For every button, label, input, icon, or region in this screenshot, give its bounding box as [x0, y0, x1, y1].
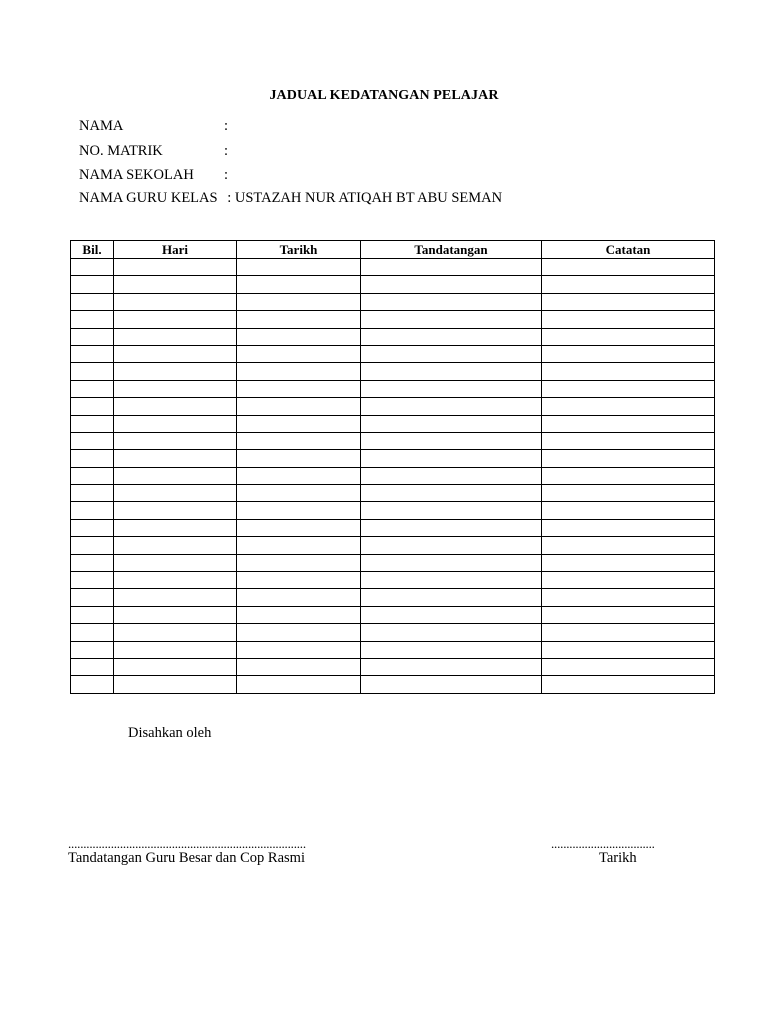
- document-title: JADUAL KEDATANGAN PELAJAR: [269, 88, 499, 103]
- field-value: USTAZAH NUR ATIQAH BT ABU SEMAN: [234, 190, 503, 206]
- table-cell: [237, 572, 361, 589]
- table-cell: [114, 537, 237, 554]
- table-cell: [237, 589, 361, 606]
- table-row: [71, 345, 715, 362]
- table-cell: [71, 311, 114, 328]
- table-row: [71, 658, 715, 675]
- table-row: [71, 624, 715, 641]
- table-cell: [237, 380, 361, 397]
- table-cell: [361, 450, 542, 467]
- table-row: [71, 259, 715, 276]
- table-cell: [114, 658, 237, 675]
- table-cell: [114, 450, 237, 467]
- table-cell: [237, 537, 361, 554]
- field-colon: :: [224, 143, 229, 159]
- table-cell: [237, 502, 361, 519]
- approved-by-label: Disahkan oleh: [128, 725, 212, 741]
- field-nama: [79, 118, 229, 135]
- table-cell: [361, 572, 542, 589]
- table-cell: [361, 363, 542, 380]
- table-row: [71, 432, 715, 449]
- table-cell: [114, 502, 237, 519]
- table-cell: [237, 554, 361, 571]
- table-cell: [542, 641, 715, 658]
- table-cell: [542, 537, 715, 554]
- table-cell: [114, 276, 237, 293]
- table-cell: [237, 398, 361, 415]
- table-cell: [542, 311, 715, 328]
- table-cell: [71, 502, 114, 519]
- table-cell: [237, 641, 361, 658]
- table-cell: [114, 363, 237, 380]
- signature-line: ..............................................................................: [68, 836, 306, 851]
- table-cell: [71, 363, 114, 380]
- date-line: ..................................: [551, 836, 655, 851]
- table-cell: [114, 398, 237, 415]
- table-cell: [237, 345, 361, 362]
- table-row: [71, 293, 715, 310]
- table-cell: [237, 293, 361, 310]
- table-cell: [361, 380, 542, 397]
- field-colon: :: [227, 190, 232, 206]
- table-cell: [114, 259, 237, 276]
- table-cell: [114, 380, 237, 397]
- table-cell: [361, 398, 542, 415]
- table-cell: [114, 589, 237, 606]
- table-cell: [361, 432, 542, 449]
- table-cell: [237, 415, 361, 432]
- table-cell: [542, 589, 715, 606]
- table-cell: [237, 676, 361, 693]
- table-cell: [542, 485, 715, 502]
- table-cell: [542, 554, 715, 571]
- header-hari: Hari: [114, 241, 237, 259]
- table-cell: [71, 519, 114, 536]
- table-row: [71, 380, 715, 397]
- table-cell: [71, 432, 114, 449]
- field-label: NAMA SEKOLAH: [79, 167, 194, 183]
- table-cell: [361, 485, 542, 502]
- table-cell: [542, 519, 715, 536]
- header-tandatangan: Tandatangan: [361, 241, 542, 259]
- table-row: [71, 328, 715, 345]
- table-cell: [237, 519, 361, 536]
- table-cell: [71, 276, 114, 293]
- table-cell: [71, 641, 114, 658]
- table-cell: [542, 380, 715, 397]
- table-cell: [114, 415, 237, 432]
- table-cell: [237, 658, 361, 675]
- date-label: Tarikh: [599, 850, 637, 866]
- table-row: [71, 485, 715, 502]
- table-cell: [71, 259, 114, 276]
- table-row: [71, 398, 715, 415]
- table-cell: [542, 345, 715, 362]
- table-cell: [542, 676, 715, 693]
- table-cell: [71, 676, 114, 693]
- table-cell: [114, 345, 237, 362]
- table-cell: [71, 624, 114, 641]
- table-cell: [361, 676, 542, 693]
- table-cell: [542, 276, 715, 293]
- table-cell: [237, 259, 361, 276]
- table-cell: [71, 328, 114, 345]
- table-cell: [361, 641, 542, 658]
- table-cell: [542, 606, 715, 623]
- table-cell: [361, 276, 542, 293]
- table-cell: [71, 380, 114, 397]
- table-cell: [114, 467, 237, 484]
- table-cell: [361, 554, 542, 571]
- table-cell: [237, 328, 361, 345]
- table-cell: [542, 572, 715, 589]
- table-cell: [361, 589, 542, 606]
- table-cell: [361, 293, 542, 310]
- table-cell: [71, 485, 114, 502]
- table-cell: [237, 467, 361, 484]
- table-row: [71, 450, 715, 467]
- table-cell: [114, 293, 237, 310]
- table-cell: [361, 328, 542, 345]
- table-cell: [542, 432, 715, 449]
- table-row: [71, 589, 715, 606]
- table-row: [71, 572, 715, 589]
- table-row: [71, 415, 715, 432]
- table-cell: [361, 345, 542, 362]
- field-colon: :: [224, 118, 229, 134]
- table-row: [71, 641, 715, 658]
- table-row: [71, 502, 715, 519]
- table-cell: [542, 328, 715, 345]
- field-no-matrik: [79, 143, 229, 160]
- table-cell: [114, 311, 237, 328]
- table-cell: [71, 467, 114, 484]
- table-cell: [361, 502, 542, 519]
- table-cell: [114, 606, 237, 623]
- table-cell: [361, 415, 542, 432]
- table-cell: [361, 259, 542, 276]
- table-row: [71, 363, 715, 380]
- table-cell: [542, 450, 715, 467]
- table-cell: [542, 259, 715, 276]
- table-cell: [361, 311, 542, 328]
- table-header-row: [71, 241, 715, 259]
- field-label: NO. MATRIK: [79, 143, 163, 159]
- header-catatan: Catatan: [542, 241, 715, 259]
- table-cell: [114, 572, 237, 589]
- table-cell: [71, 345, 114, 362]
- table-cell: [361, 537, 542, 554]
- table-cell: [71, 293, 114, 310]
- table-cell: [71, 572, 114, 589]
- table-row: [71, 676, 715, 693]
- table-cell: [237, 450, 361, 467]
- table-cell: [542, 398, 715, 415]
- table-cell: [542, 658, 715, 675]
- table-cell: [71, 398, 114, 415]
- table-cell: [71, 554, 114, 571]
- table-row: [71, 311, 715, 328]
- table-cell: [71, 658, 114, 675]
- table-cell: [114, 676, 237, 693]
- table-cell: [114, 432, 237, 449]
- table-cell: [542, 363, 715, 380]
- table-row: [71, 537, 715, 554]
- table-row: [71, 276, 715, 293]
- table-cell: [114, 554, 237, 571]
- field-nama-guru-kelas: [79, 190, 502, 207]
- table-cell: [237, 276, 361, 293]
- table-row: [71, 519, 715, 536]
- header-bil: Bil.: [71, 241, 114, 259]
- table-cell: [114, 624, 237, 641]
- table-cell: [114, 328, 237, 345]
- table-cell: [71, 415, 114, 432]
- attendance-table: [70, 240, 715, 694]
- field-colon: :: [224, 167, 229, 183]
- table-cell: [71, 606, 114, 623]
- field-nama-sekolah: [79, 167, 229, 184]
- signature-label: Tandatangan Guru Besar dan Cop Rasmi: [68, 850, 305, 866]
- table-cell: [361, 519, 542, 536]
- table-cell: [361, 467, 542, 484]
- table-cell: [542, 502, 715, 519]
- table-cell: [542, 293, 715, 310]
- table-cell: [237, 606, 361, 623]
- table-cell: [71, 537, 114, 554]
- table-cell: [542, 415, 715, 432]
- header-tarikh: Tarikh: [237, 241, 361, 259]
- table-cell: [114, 485, 237, 502]
- field-label: NAMA: [79, 118, 124, 134]
- table-cell: [237, 432, 361, 449]
- table-cell: [361, 624, 542, 641]
- table-cell: [237, 624, 361, 641]
- attendance-table-body: [71, 259, 715, 694]
- table-cell: [237, 311, 361, 328]
- table-cell: [237, 363, 361, 380]
- table-cell: [542, 624, 715, 641]
- table-cell: [71, 589, 114, 606]
- table-row: [71, 606, 715, 623]
- table-row: [71, 554, 715, 571]
- field-label: NAMA GURU KELAS: [79, 190, 218, 206]
- table-cell: [71, 450, 114, 467]
- table-cell: [114, 641, 237, 658]
- table-cell: [237, 485, 361, 502]
- table-cell: [114, 519, 237, 536]
- table-cell: [361, 606, 542, 623]
- table-cell: [542, 467, 715, 484]
- table-row: [71, 467, 715, 484]
- table-cell: [361, 658, 542, 675]
